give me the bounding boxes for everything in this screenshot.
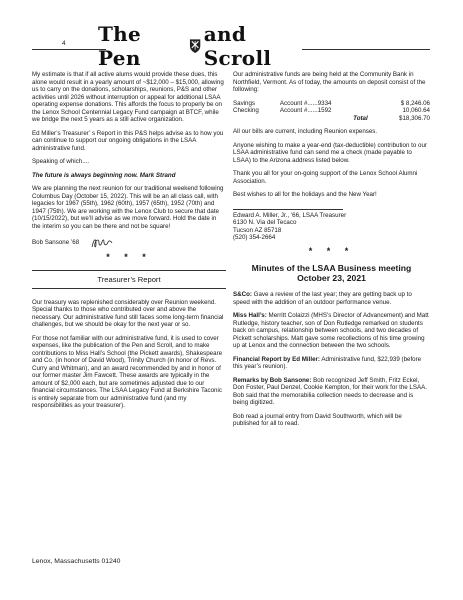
minutes-item-lead: Financial Report by Ed Miller: [233,355,320,363]
signature-rule [233,209,343,210]
minutes-item-lead: S&Co: [233,291,252,298]
strand-quote: The future is always beginning now. Mark Strand [32,171,176,179]
treasurer-address [233,212,430,242]
account-type: Checking [233,107,259,114]
treasurer-report-heading: Treasurer’s Report [32,270,226,289]
holiday-wishes: Best wishes to all for the holidays and the New Year! [233,191,377,198]
account-amount: $ 8,246.06 [400,99,430,107]
reunion-paragraph: We are planning the next reunion for our traditional weekend following Columbus Day (October 15, 2022). This will be an all class call, with legacies for 1967 (55th), 1962 (60th), 1957 (65th), 1952 (70th) and 1947 (75th). We are working with the Lenox Club to secure that date (10/15/2022), but we’ll advise as we move forward. Hold the date in the interim so you can be there and not be square! [32,185,224,230]
minutes-item [233,291,430,306]
section-divider-stars: * * * [308,245,355,256]
minutes-item-lead: Miss Hall’s: [233,312,267,319]
thanks-paragraph: Thank you all for your on-going support of the Lenox School Alumni Association. [233,170,418,185]
masthead-title-left: The Pen [98,22,142,70]
table-row [233,115,430,123]
left-column [32,71,226,416]
minutes-item [233,356,430,371]
account-number: Account #......9334 [279,99,332,107]
signature-icon [91,236,113,250]
dues-paragraph: My estimate is that if all active alums would provide these dues, this alone would result in a yearly amount of ~$12,000 – $15,000, allowing us to carry on the donations, scholarships, reunions, P&S and other activities until 2026 without interruption or appeal for additional LSAA operating expense donations. This affords the focus to properly be on the Lenox School Centennial Legacy Fund campaign at BTCF, while we bridge the next 5 years as a still active organization. [32,71,224,123]
bills-paragraph: All our bills are current, including Reunion expenses. [233,128,378,135]
table-row [233,107,430,115]
right-column [233,71,430,434]
minutes-item [233,312,430,350]
contribution-paragraph: Anyone wishing to make a year-end (tax-deductible) contribution to our LSAA administrative fund can send me a check (made payable to LSAA) to the Arizona address listed below. [233,141,427,164]
funds-paragraph: Our administrative funds are being held at the Community Bank in Northfield, Vermont. As of today, the amounts on deposit consist of the following: [233,71,426,93]
account-amount: 10,060.64 [402,107,430,114]
minutes-item-text: Bob recognized Jeff Smith, Fritz Eckel, Don Foster, Paul Denzel, Cookie Kempton, for their work for the LSAA. Bob said that the memorabilia collection needs to decrease and is being digitized. [233,376,427,406]
treasurer-reference-paragraph: Ed Miller’s Treasurer’ s Report in this P&S helps advise as to how you can continue to support our ongoing obligations in the LSAA administrative fund. [32,129,224,152]
minutes-item-lead: Remarks by Bob Sansone: [233,376,312,384]
minutes-date: October 23, 2021 [297,273,366,283]
total-label: Total [353,114,368,122]
masthead-rule-left [32,49,106,50]
signoff-row [32,236,226,250]
account-type: Savings [233,99,256,107]
total-amount: $18,306.70 [399,114,430,122]
minutes-item [233,377,430,407]
fund-table [233,100,430,123]
masthead [98,22,314,70]
footer-address: Lenox, Massachusetts 01240 [32,558,121,565]
address-name: Edward A. Miller, Jr., ’66, LSAA Treasurer [233,211,347,219]
treasury-paragraph: Our treasury was replenished considerably over Reunion weekend. Special thanks to those who contributed over and above the necessary. Our administrative fund still faces some long-term financial challenges, but we should be okay for the next year or so. [32,298,224,328]
signoff-name: Bob Sansone ’68 [32,239,80,247]
account-number: Account #......1592 [279,107,332,114]
admin-fund-paragraph: For those not familiar with our administrative fund, it is used to cover expenses, like the publication of the Pen and Scroll, and to make contributions to Miss Hall’s School (the Pickett awards), Shakespeare and Co. (in honor of David Wood), Trinity Church (in honor of Revs. Curry and Whitman), and an award recommended by and in honor of our former master Jim Fawcett. These awards are typically in the amount of $2,000 each, but are sometimes adjusted due to our financial circumstances. The LSAA Legacy Fund at Berkshire Taconic is entirely separate from our administrative fund (and my responsibilities as your treasurer). [32,334,223,409]
table-row [233,100,430,108]
address-city: Tucson AZ 85718 [233,226,282,234]
minutes-item-text: Gave a review of the last year; they are getting back up to speed with the addition of an outdoor performance venue. [233,291,412,306]
minutes-title-line: Minutes of the LSAA Business meeting [251,263,412,273]
address-phone: (520) 354-2664 [233,234,276,241]
section-divider-stars: * * * [106,252,152,262]
crest-icon [189,38,201,54]
minutes-item [233,413,430,428]
minutes-title [233,263,430,283]
masthead-rule-right [302,49,430,50]
minutes-item-text: Administrative fund, $22,939 (before this year’s reunion). [233,355,422,370]
speaking-paragraph: Speaking of which.... [32,158,90,165]
minutes-item-text: Merritt Colaizzi (MHS’s Director of Advancement) and Matt Rutledge, history teacher, son of Don Rutledge remarked on students back on campus, relationship between schools, and two decades of Pickett scholarships. Matt gave some recollections of his time growing up at Lenox and the connection between the two schools. [233,312,429,349]
page-number: 4 [62,40,66,47]
address-street: 6130 N. Via del Tecaco [233,219,297,226]
masthead-title-right: and Scroll [203,22,272,70]
minutes-item-text: Bob read a journal entry from David Southworth, which will be published for all to read. [233,412,402,427]
